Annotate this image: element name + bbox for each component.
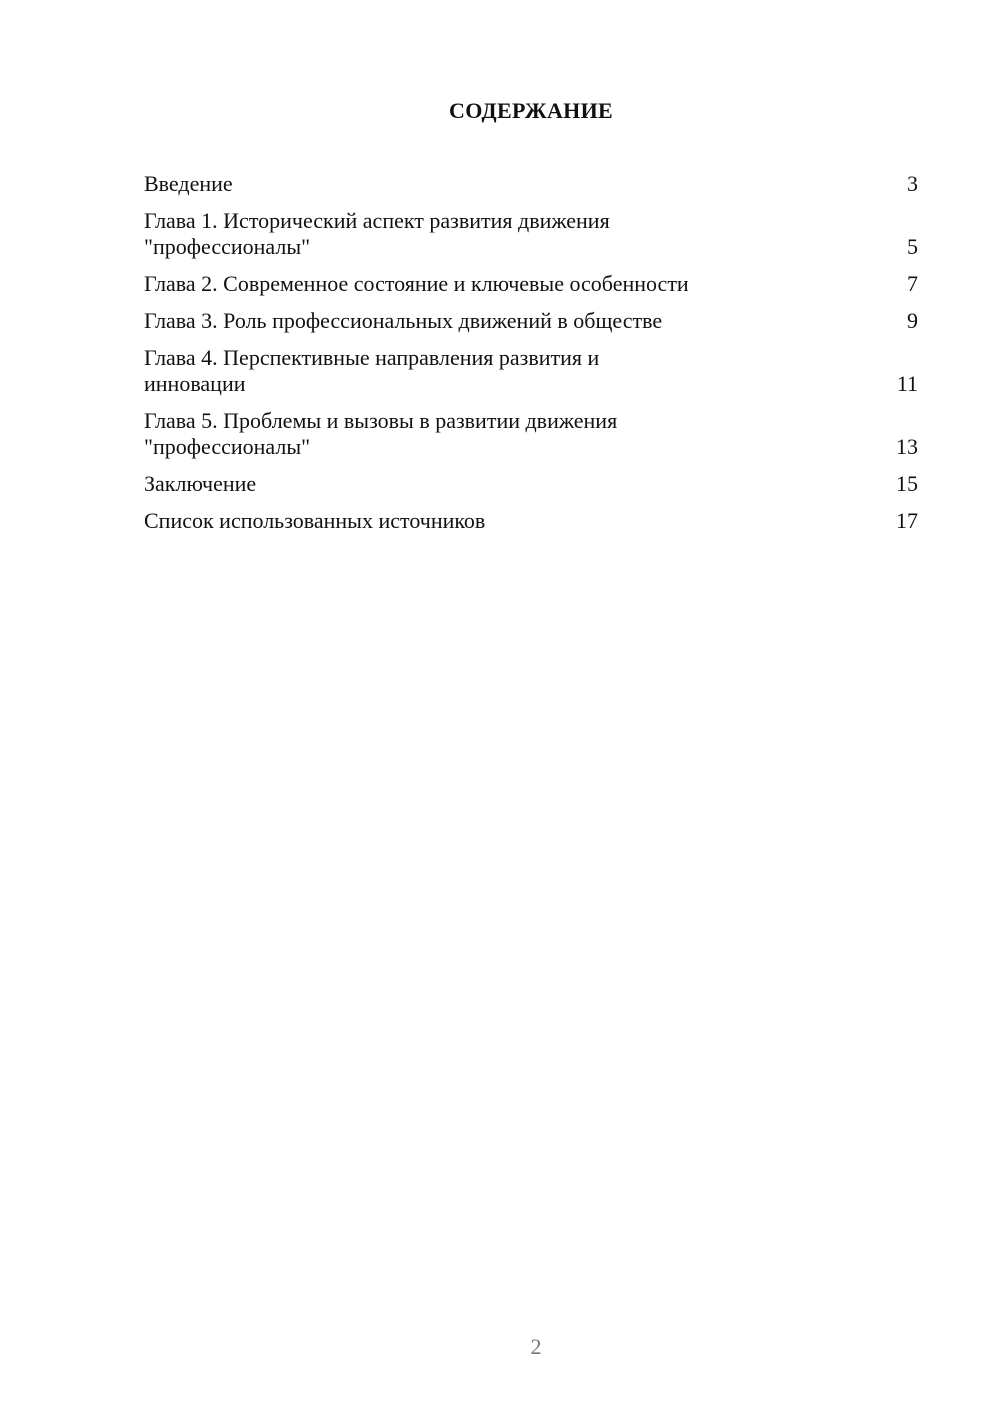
toc-entry-label: Введение <box>144 171 233 196</box>
toc-entry-page: 11 <box>896 371 918 396</box>
toc-entry-page: 17 <box>896 508 918 533</box>
toc-entry-chapter-4 <box>144 345 918 397</box>
page-number: 2 <box>530 1334 542 1359</box>
toc-entry-chapter-2 <box>144 271 918 297</box>
toc-entry-page: 9 <box>907 308 918 333</box>
toc-entry-chapter-3 <box>144 308 918 334</box>
toc-entry-label: Глава 1. Исторический аспект развития движения "профессионалы" <box>144 208 610 259</box>
toc-entry-label: Глава 5. Проблемы и вызовы в развитии движения "профессионалы" <box>144 408 618 459</box>
toc-entry-chapter-1 <box>144 208 918 260</box>
toc-entry-label: Глава 2. Современное состояние и ключевые особенности <box>144 271 689 296</box>
toc-entry-label: Глава 4. Перспективные направления развития и инновации <box>144 345 600 396</box>
toc-entry-label: Список использованных источников <box>144 508 486 533</box>
toc-entry-conclusion <box>144 471 918 497</box>
table-of-contents <box>144 171 918 545</box>
toc-entry-introduction <box>144 171 918 197</box>
toc-entry-page: 13 <box>896 434 918 459</box>
toc-entry-page: 7 <box>907 271 918 296</box>
page-title: СОДЕРЖАНИЕ <box>449 98 613 123</box>
toc-entry-references <box>144 508 918 534</box>
toc-entry-label: Заключение <box>144 471 257 496</box>
toc-entry-chapter-5 <box>144 408 918 460</box>
toc-entry-label: Глава 3. Роль профессиональных движений в обществе <box>144 308 663 333</box>
toc-entry-page: 3 <box>907 171 918 196</box>
toc-entry-page: 15 <box>896 471 918 496</box>
toc-entry-page: 5 <box>907 234 918 259</box>
